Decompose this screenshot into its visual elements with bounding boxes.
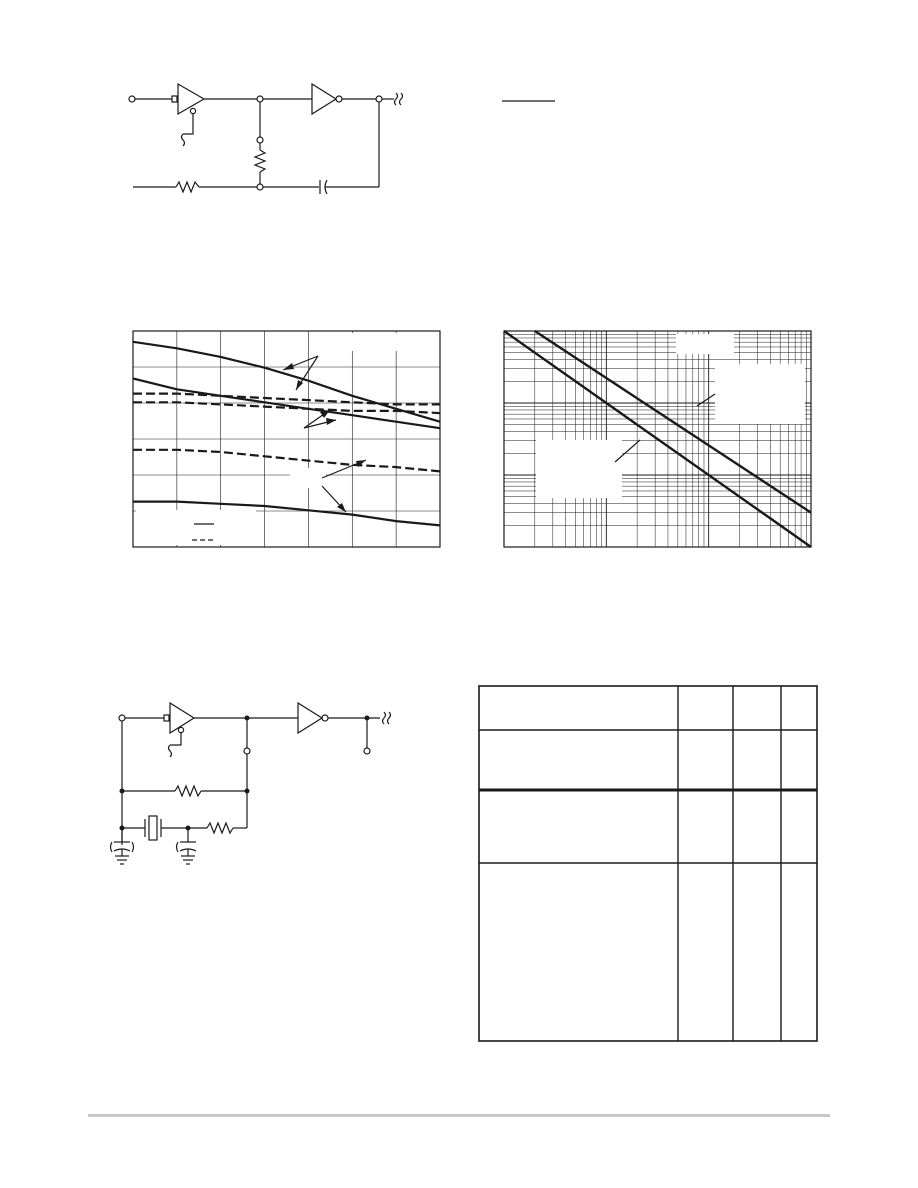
chart-right-label-mask-2	[715, 364, 805, 424]
resistor-horizontal	[176, 182, 199, 192]
enable-input-marker	[172, 96, 177, 102]
feedback-resistor	[175, 786, 201, 796]
chart-right-label-mask-3	[536, 440, 622, 498]
inverter-gate-1	[312, 84, 336, 114]
enable-input-marker	[164, 715, 169, 721]
signal-break-icon	[169, 745, 172, 757]
footer-rule	[88, 1114, 830, 1117]
resistor-vertical	[255, 150, 265, 172]
chart-left-mask-top	[340, 333, 400, 351]
spec-table	[479, 686, 817, 1041]
chart-left	[133, 331, 440, 547]
chart-right	[504, 331, 811, 547]
node-a	[257, 96, 263, 102]
crystal	[149, 816, 157, 840]
output-terminal	[364, 748, 370, 754]
signal-break-icon	[182, 134, 185, 146]
chart-left-mask-mid	[290, 468, 326, 488]
output-terminal	[376, 96, 382, 102]
capacitor-to-ground-1	[111, 828, 134, 864]
chart-right-label-mask-1	[676, 334, 734, 354]
signal-break-icon	[383, 712, 386, 724]
oscillator-circuit-rc	[129, 84, 555, 194]
oscillator-circuit-crystal	[111, 703, 391, 864]
capacitor-to-ground-2	[177, 828, 197, 864]
inverter-gate-2	[298, 703, 322, 733]
series-resistor	[207, 823, 233, 833]
signal-break-icon	[395, 93, 398, 105]
input-terminal	[119, 715, 125, 721]
input-terminal	[129, 96, 135, 102]
